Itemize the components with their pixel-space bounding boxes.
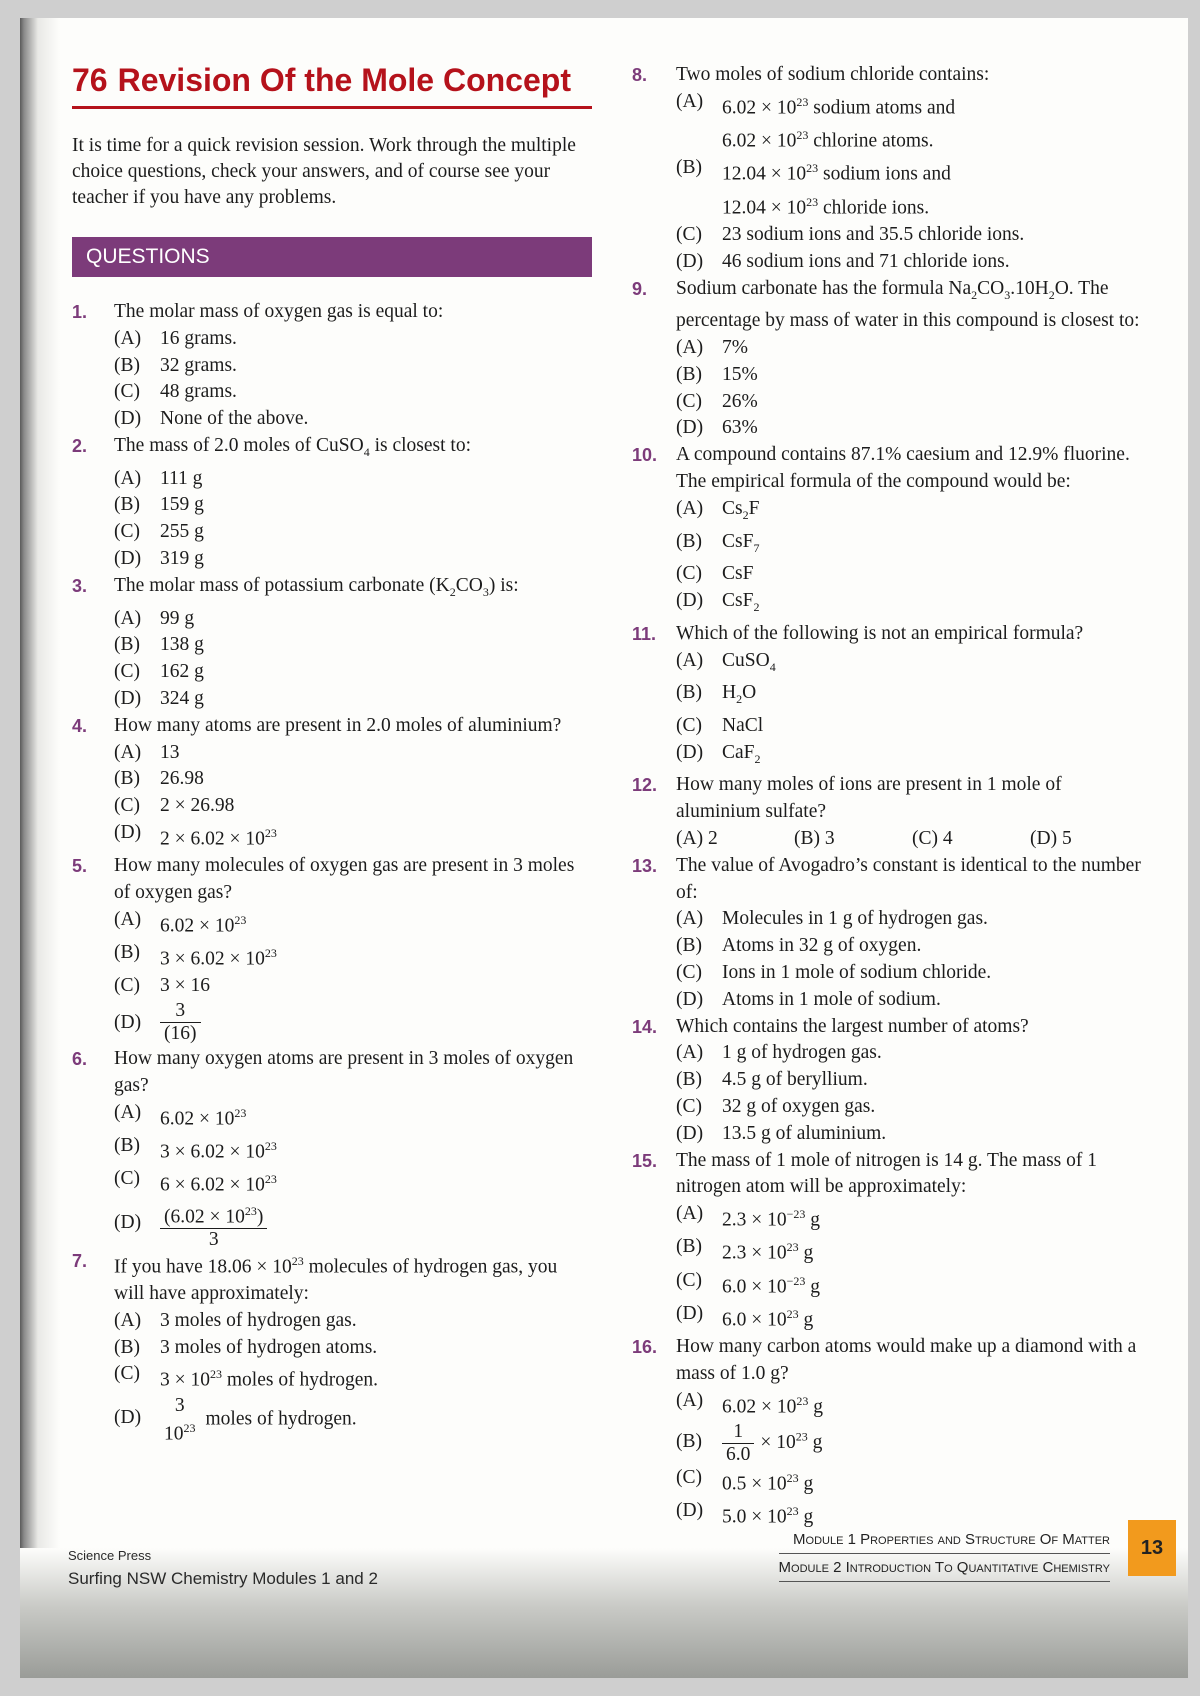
option-b: (B) Atoms in 32 g of oxygen. <box>676 935 922 957</box>
option-a: (A) Molecules in 1 g of hydrogen gas. <box>676 908 988 930</box>
option-c: (C) 255 g <box>114 521 204 543</box>
question-14: 14. Which contains the largest number of atoms? (A) 1 g of hydrogen gas. (B) 4.5 g of beryllium. (C) 32 g of oxygen gas. (D) 13.5 g of aluminium. <box>632 1014 1150 1148</box>
option-c: (C) $0.5 \times 10^{23}$ g <box>676 1467 814 1495</box>
option-d: (D) $6.0 \times 10^{23}$ g <box>676 1303 814 1331</box>
question-2: 2. The mass of 2.0 moles of CuSO$_4$ is closest to: (A) 111 g (B) 159 g (C) 255 g (D) 319 g <box>72 433 592 573</box>
question-9: 9. Sodium carbonate has the formula $Na_2CO_3.10H_2O$. The percentage by mass of water in this compound is closest to: (A) 7% (B) 15% (C) 26% (D) 63% <box>632 276 1150 443</box>
question-8: 8. Two moles of sodium chloride contains: (A) $6.02 \times 10^{23}$ sodium atoms and $6.02 \times 10^{23}$ chlorine atoms. (B) $12.04 \times 10^{23}$ sodium ions and $12.04 \times 10^{23}$ chloride ions. (C) 23 sodium ions and 35.5 chloride ions. (D) 46 sodium ions and 71 chloride ions. <box>632 62 1150 276</box>
option-d: (D) 46 sodium ions and 71 chloride ions. <box>676 250 1010 272</box>
option-c: (C) $6 \times 6.02 \times 10^{23}$ <box>114 1168 277 1196</box>
option-c: (C) Ions in 1 mole of sodium chloride. <box>676 961 992 983</box>
option-a: (A) 99 g <box>114 607 195 629</box>
module-1-label: Module 1 Properties and Structure Of Matter <box>779 1526 1110 1554</box>
option-d: (D) CaF$_2$ <box>676 741 761 766</box>
option-d: (D) 63% <box>676 417 758 439</box>
options-row: (A) 2 (B) 3 (C) 4 (D) 5 <box>676 827 1072 849</box>
option-d: (D) None of the above. <box>114 408 309 430</box>
question-13: 13. The value of Avogadro’s constant is identical to the number of: (A) Molecules in 1 g of hydrogen gas. (B) Atoms in 32 g of oxygen. (C) Ions in 1 mole of sodium chloride. (D) Atoms in 1 mole of sodium. <box>632 853 1150 1014</box>
option-a: (A) $2.3 \times 10^{-23}$ g <box>676 1203 821 1231</box>
question-12: 12. How many moles of ions are present in 1 mole of aluminium sulfate? (A) 2 (B) 3 (C) 4 (D) 5 <box>632 772 1150 852</box>
question-6: 6. How many oxygen atoms are present in 3 moles of oxygen gas? (A) $6.02 \times 10^{23}$ (B) $3 \times 6.02 \times 10^{23}$ (C) $6 \times 6.02 \times 10^{23}$ (D) $\frac{(6.02 \times 10^{23})}{3}$ <box>72 1046 592 1247</box>
option-b: (B) $3 \times 6.02 \times 10^{23}$ <box>114 1135 277 1163</box>
left-column <box>72 58 592 1445</box>
question-7: 7. If you have $18.06 \times 10^{23}$ molecules of hydrogen gas, you will have approximately: (A) 3 moles of hydrogen gas. (B) 3 moles of hydrogen atoms. (C) $3 \times 10^{23}$ moles of hydrogen. (D) 3 $10^{23}$ moles of hydrogen. <box>72 1248 592 1441</box>
option-a: (A) $6.02 \times 10^{23}$ g <box>676 1389 823 1418</box>
option-c: (C) 32 g of oxygen gas. <box>676 1095 876 1117</box>
option-d: (D) 3 $10^{23}$ moles of hydrogen. <box>114 1394 357 1445</box>
option-d: (D) CsF$_2$ <box>676 590 760 614</box>
question-16: 16. How many carbon atoms would make up a diamond with a mass of 1.0 g? (A) $6.02 \times 10^{23}$ g (B) $\frac{1}{6.0}$ × $10^{23}$ g (C) $0.5 \times 10^{23}$ g (D) $5.0 \times 10^{23}$ g <box>632 1334 1150 1531</box>
option-c: (C) 2 × 26.98 <box>114 795 235 817</box>
question-4: 4. How many atoms are present in 2.0 moles of aluminium? (A) 13 (B) 26.98 (C) 2 × 26.98 (D) $2 \times 6.02 \times 10^{23}$ <box>72 713 592 853</box>
series-title: Surfing NSW Chemistry Modules 1 and 2 <box>68 1569 378 1588</box>
module-2-label: Module 2 Introduction To Quantitative Chemistry <box>779 1554 1110 1582</box>
option-d: (D) Atoms in 1 mole of sodium. <box>676 988 941 1010</box>
option-b: (B) 138 g <box>114 634 204 656</box>
intro-paragraph: It is time for a quick revision session. Work through the multiple choice questions, check your answers, and of course see your teacher if you have any problems. <box>72 135 576 208</box>
option-d: (D) 13.5 g of aluminium. <box>676 1122 887 1144</box>
option-a: (A) 16 grams. <box>114 327 237 349</box>
question-15: 15. The mass of 1 mole of nitrogen is 14 g. The mass of 1 nitrogen atom will be approximately: (A) $2.3 \times 10^{-23}$ g (B) $2.3 \times 10^{23}$ g (C) $6.0 \times 10^{-23}$ g (D) $6.0 \times 10^{23}$ g <box>632 1148 1150 1335</box>
option-c: (C) $3 \times 10^{23}$ moles of hydrogen. <box>114 1363 378 1391</box>
option-b: (B) 15% <box>676 363 758 385</box>
option-b: (B) 26.98 <box>114 768 204 790</box>
questions-header: QUESTIONS <box>72 237 592 277</box>
option-b: (B) $12.04 \times 10^{23}$ sodium ions and $12.04 \times 10^{23}$ chloride ions. <box>676 157 951 219</box>
option-b: (B) 159 g <box>114 494 204 516</box>
option-c: (C) CsF <box>676 563 754 585</box>
option-a: (A) 7% <box>676 337 748 359</box>
title-rule <box>72 106 592 109</box>
option-a: (A) $6.02 \times 10^{23}$ sodium atoms and $6.02 \times 10^{23}$ chlorine atoms. <box>676 90 956 152</box>
footer-left <box>68 1548 378 1589</box>
option-b: (B) CsF$_7$ <box>676 530 760 555</box>
option-a: (A) $6.02 \times 10^{23}$ <box>114 908 247 937</box>
question-3: 3. The molar mass of potassium carbonate $(K_2CO_3)$ is: (A) 99 g (B) 138 g (C) 162 g (D) 324 g <box>72 573 592 713</box>
option-c: (C) 48 grams. <box>114 381 237 403</box>
option-a: (A) 111 g <box>114 467 203 489</box>
option-a: (A) 13 <box>114 741 180 763</box>
right-column <box>632 62 1150 1532</box>
question-11: 11. Which of the following is not an empirical formula? (A) CuSO$_4$ (B) $H_2O$ (C) NaCl (D) CaF$_2$ <box>632 621 1150 773</box>
binding-shadow <box>20 18 60 1678</box>
option-a: (A) $6.02 \times 10^{23}$ <box>114 1101 247 1130</box>
question-10: 10. A compound contains 87.1% caesium and 12.9% fluorine. The empirical formula of the compound would be: (A) $Cs_2F$ (B) CsF$_7$ (C) CsF (D) CsF$_2$ <box>632 442 1150 620</box>
option-a: (A) 1 g of hydrogen gas. <box>676 1042 882 1064</box>
option-c: (C) 162 g <box>114 661 204 683</box>
option-c: (C) 3 × 16 <box>114 975 210 997</box>
option-a: (A) 3 moles of hydrogen gas. <box>114 1309 357 1331</box>
option-d: (D) 319 g <box>114 548 204 570</box>
option-c: (C) 23 sodium ions and 35.5 chloride ions. <box>676 223 1025 245</box>
question-5: 5. How many molecules of oxygen gas are present in 3 moles of oxygen gas? (A) $6.02 \times 10^{23}$ (B) $3 \times 6.02 \times 10^{23}$ (C) 3 × 16 (D) $\frac{3}{(16)}$ <box>72 853 592 1046</box>
option-d: (D) 324 g <box>114 687 204 709</box>
option-b: (B) $\frac{1}{6.0}$ × $10^{23}$ g <box>676 1421 823 1466</box>
option-b: (B) $H_2O$ <box>676 682 757 707</box>
option-b: (B) $2.3 \times 10^{23}$ g <box>676 1236 814 1264</box>
option-d: (D) $5.0 \times 10^{23}$ g <box>676 1500 814 1528</box>
publisher: Science Press <box>68 1548 152 1563</box>
option-d: (D) $\frac{3}{(16)}$ <box>114 1000 592 1046</box>
option-c: (C) $6.0 \times 10^{-23}$ g <box>676 1269 821 1298</box>
option-b: (B) 32 grams. <box>114 354 237 376</box>
option-d: (D) $\frac{(6.02 \times 10^{23})}{3}$ <box>114 1200 592 1248</box>
option-a: (A) CuSO$_4$ <box>676 649 776 674</box>
option-a: (A) $Cs_2F$ <box>676 497 760 522</box>
footer-right <box>779 1526 1110 1582</box>
page-number: 13 <box>1128 1520 1176 1576</box>
option-d: (D) $2 \times 6.02 \times 10^{23}$ <box>114 821 277 850</box>
option-c: (C) NaCl <box>676 714 764 736</box>
option-c: (C) 26% <box>676 390 758 412</box>
option-b: (B) 3 moles of hydrogen atoms. <box>114 1336 378 1358</box>
question-1: 1. The molar mass of oxygen gas is equal to: (A) 16 grams. (B) 32 grams. (C) 48 grams. (D) None of the above. <box>72 299 592 433</box>
option-b: (B) $3 \times 6.02 \times 10^{23}$ <box>114 942 277 970</box>
option-b: (B) 4.5 g of beryllium. <box>676 1069 868 1091</box>
page-title: 76 Revision Of the Mole Concept <box>72 62 571 98</box>
